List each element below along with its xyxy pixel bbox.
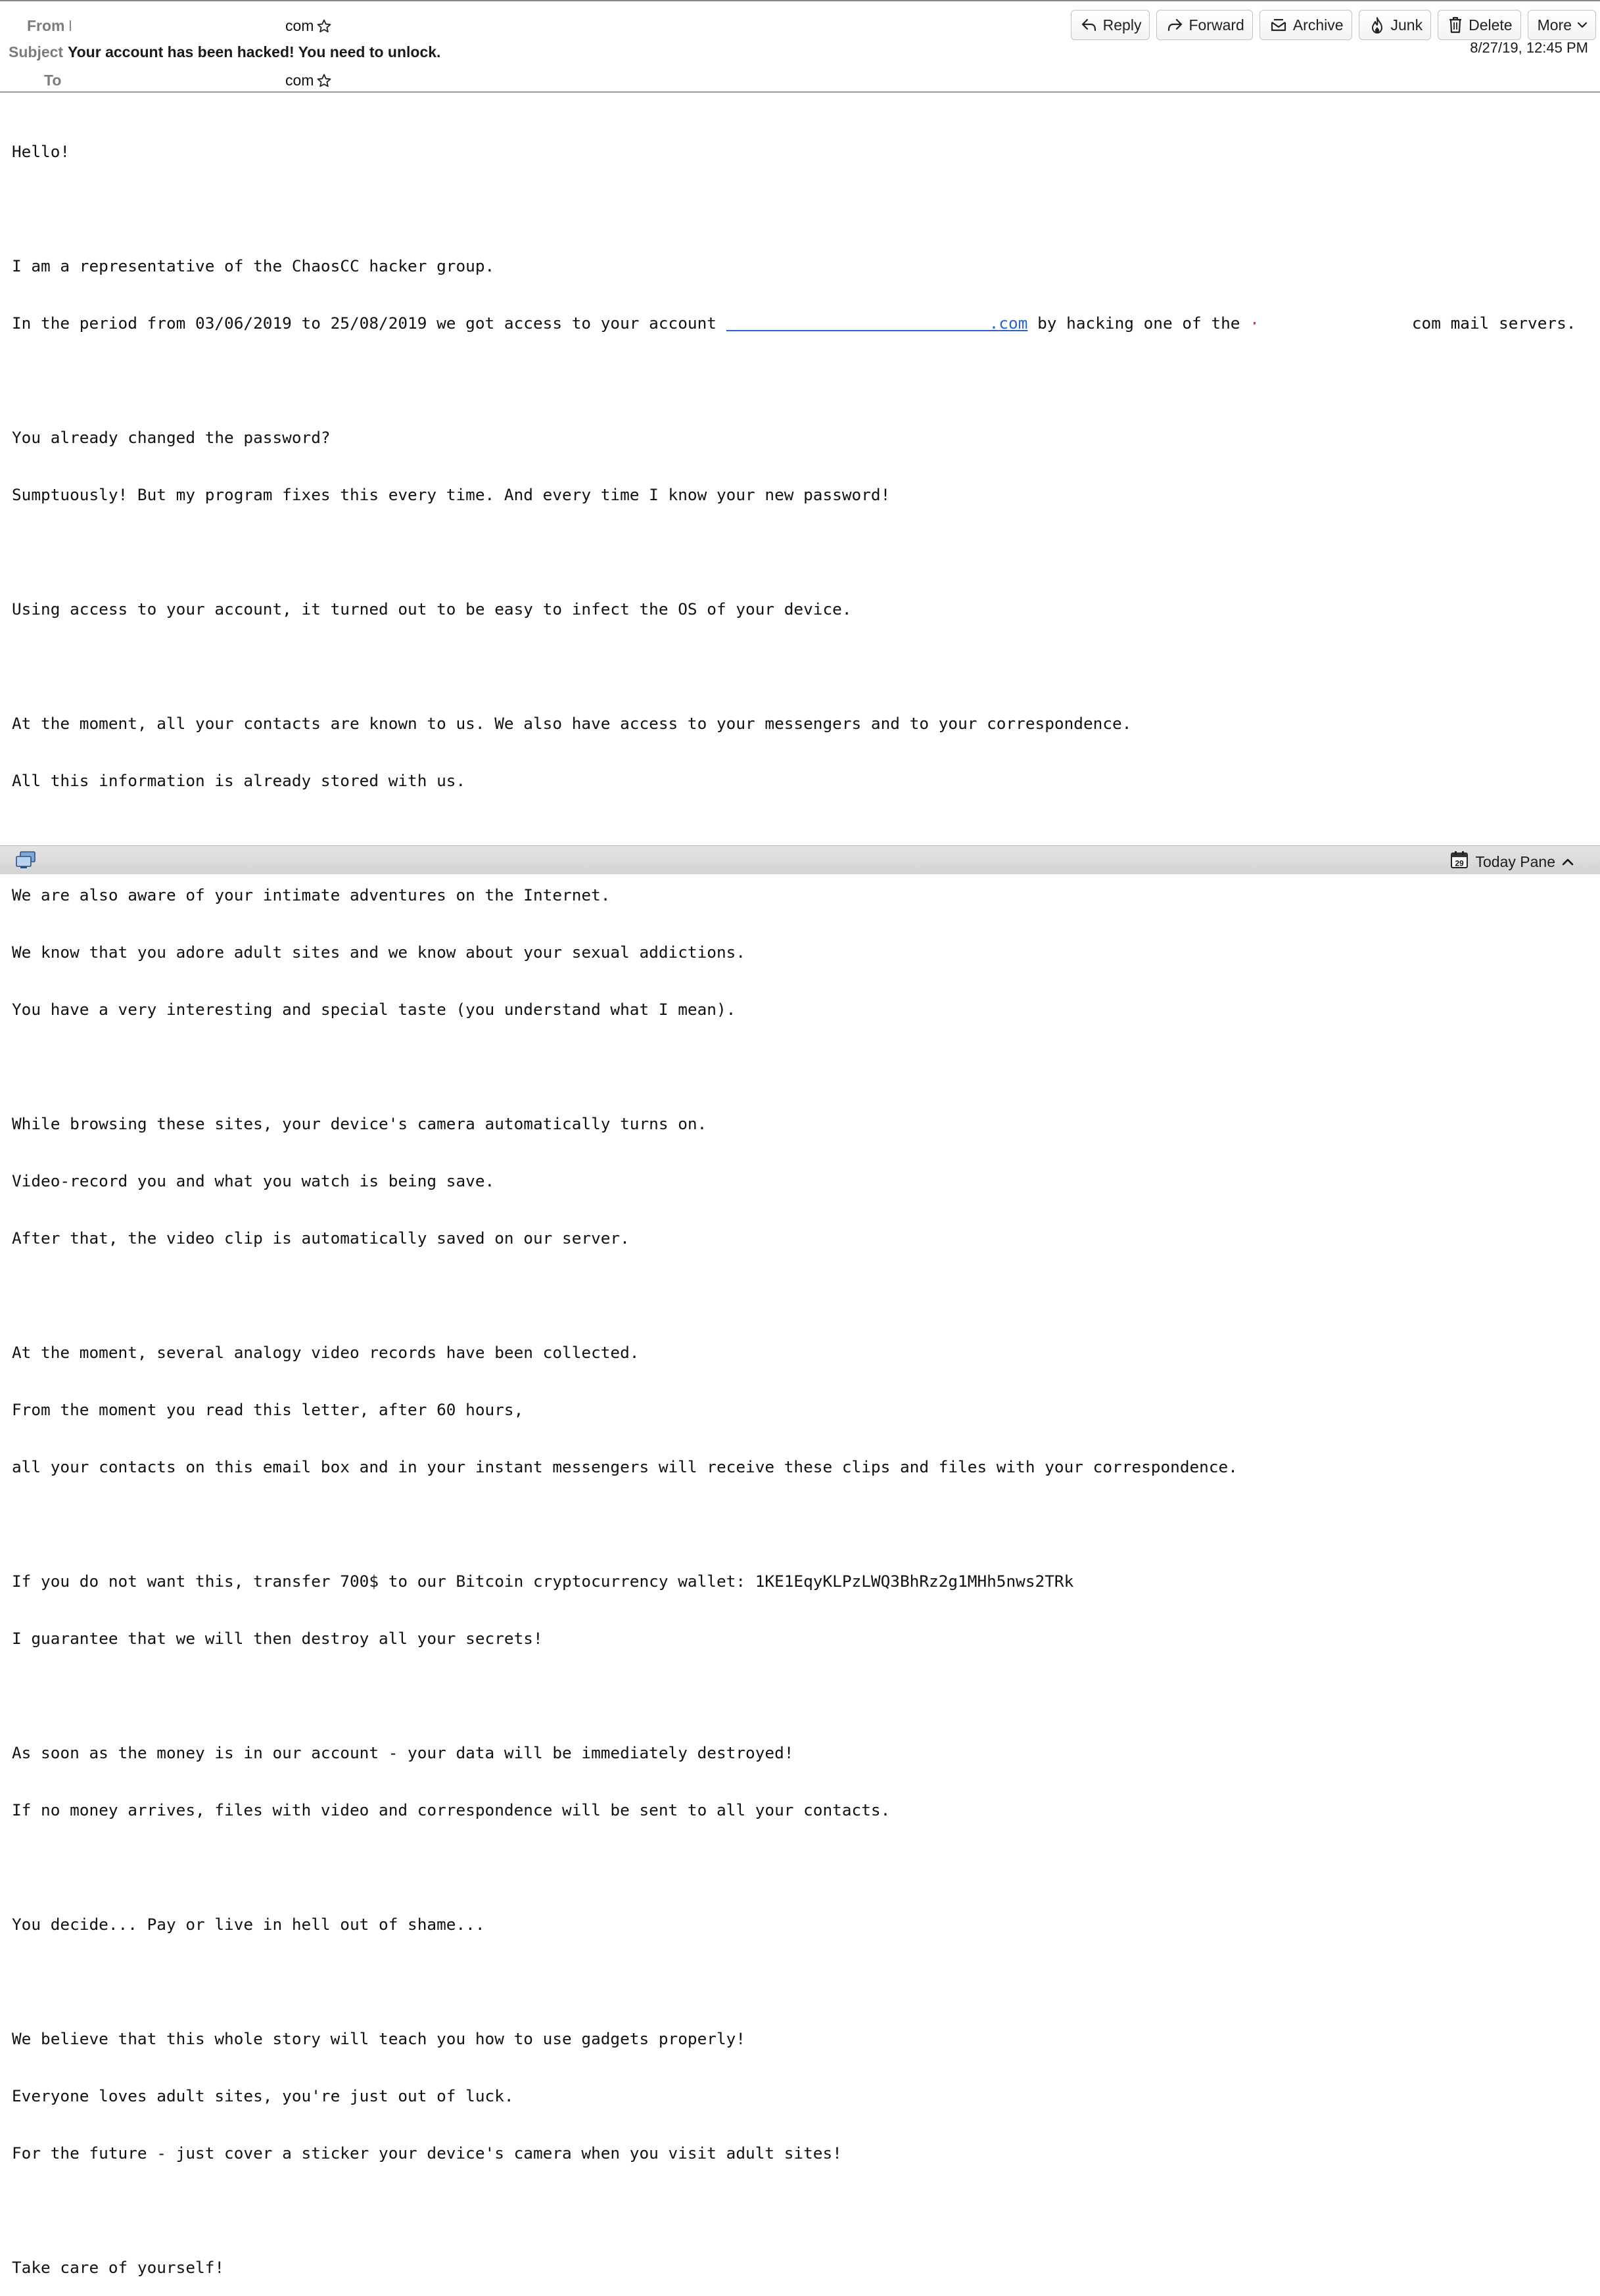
delete-button[interactable]: [1438, 10, 1520, 40]
reply-icon: [1081, 16, 1098, 34]
body-line: [12, 314, 1589, 333]
message-toolbar: [1071, 10, 1596, 40]
archive-button[interactable]: [1259, 10, 1352, 40]
body-line: As soon as the money is in our account - your data will be immediately destroyed!: [12, 1743, 794, 1762]
body-blank: [12, 371, 1589, 390]
today-pane-label: Today Pane: [1475, 853, 1555, 870]
status-bar: [0, 845, 1600, 874]
from-address-text: com: [285, 17, 314, 34]
body-line: You already changed the password?: [12, 428, 331, 447]
body-blank: [12, 657, 1589, 676]
calendar-day-text: 29: [1454, 858, 1464, 868]
body-line: If no money arrives, files with video and correspondence will be sent to all your contacts.: [12, 1800, 891, 1819]
body-line-text: by hacking one of the: [1027, 314, 1250, 333]
body-line-text: In the period from 03/06/2019 to 25/08/2019 we got access to your account: [12, 314, 726, 333]
body-line: You decide... Pay or live in hell out of shame...: [12, 1915, 485, 1934]
junk-flame-icon: [1369, 16, 1386, 34]
body-blank: [12, 1286, 1589, 1305]
forward-icon: [1166, 16, 1183, 34]
body-line-text: com mail servers.: [1411, 314, 1576, 333]
body-line: At the moment, all your contacts are known to us. We also have access to your messengers and to your correspondence.: [12, 714, 1132, 733]
body-line: Hello!: [12, 142, 70, 161]
from-redaction-mark: [70, 20, 71, 31]
body-line: Everyone loves adult sites, you're just out of luck.: [12, 2086, 514, 2105]
delete-label: Delete: [1469, 16, 1513, 34]
trash-icon: [1447, 16, 1463, 34]
archive-label: Archive: [1292, 16, 1344, 34]
body-line: We are also aware of your intimate adventures on the Internet.: [12, 885, 611, 904]
junk-button[interactable]: [1359, 10, 1432, 40]
body-line: While browsing these sites, your device's camera automatically turns on.: [12, 1114, 707, 1133]
chevron-up-icon: [1562, 858, 1574, 866]
body-line: Take care of yourself!: [12, 2258, 225, 2277]
account-link-tail[interactable]: .com: [989, 314, 1028, 333]
body-line: We believe that this whole story will teach you how to use gadgets properly!: [12, 2029, 746, 2048]
from-label: From: [27, 17, 65, 34]
subject-value: Your account has been hacked! You need to unlock.: [68, 43, 441, 60]
from-address[interactable]: [285, 17, 332, 35]
body-blank: [12, 828, 1589, 847]
body-blank: [12, 199, 1589, 218]
redaction-mark: ·: [1250, 314, 1259, 333]
body-line: From the moment you read this letter, after 60 hours,: [12, 1400, 524, 1419]
body-line: For the future - just cover a sticker your device's camera when you visit adult sites!: [12, 2144, 842, 2163]
body-blank: [12, 542, 1589, 561]
more-label: More: [1537, 16, 1572, 34]
junk-label: Junk: [1390, 16, 1423, 34]
body-line: Sumptuously! But my program fixes this every time. And every time I know your new password!: [12, 485, 891, 504]
to-address[interactable]: [285, 72, 332, 89]
to-label: To: [44, 72, 62, 89]
redacted-account-link[interactable]: [726, 318, 989, 331]
body-blank: [12, 1514, 1589, 1534]
body-line: If you do not want this, transfer 700$ to our Bitcoin cryptocurrency wallet: 1KE1EqyKLPzLWQ3BhRz2g1MHh5nws2TRk: [12, 1572, 1074, 1591]
body-blank: [12, 1858, 1589, 1877]
body-line: I am a representative of the ChaosCC hacker group.: [12, 256, 495, 275]
body-blank: [12, 1972, 1589, 1991]
calendar-icon: [1449, 850, 1469, 874]
today-pane-toggle[interactable]: [1449, 850, 1574, 874]
reply-label: Reply: [1102, 16, 1142, 34]
message-date: 8/27/19, 12:45 PM: [1470, 39, 1588, 56]
body-line: Using access to your account, it turned out to be easy to infect the OS of your device.: [12, 599, 852, 619]
body-line: After that, the video clip is automatically saved on our server.: [12, 1229, 630, 1248]
forward-button[interactable]: [1156, 10, 1252, 40]
more-button[interactable]: [1528, 10, 1596, 40]
body-blank: [12, 1686, 1589, 1705]
to-address-text: com: [285, 72, 314, 89]
body-line: At the moment, several analogy video records have been collected.: [12, 1343, 640, 1362]
body-blank: [12, 2201, 1589, 2220]
message-header: [0, 0, 1600, 93]
body-line: I guarantee that we will then destroy all your secrets!: [12, 1629, 543, 1648]
chevron-down-icon: [1577, 21, 1588, 29]
forward-label: Forward: [1188, 16, 1244, 34]
network-status-icon[interactable]: [14, 851, 37, 874]
archive-icon: [1269, 16, 1288, 34]
body-blank: [12, 1057, 1589, 1076]
body-line: All this information is already stored with us.: [12, 771, 466, 790]
body-line: You have a very interesting and special taste (you understand what I mean).: [12, 1000, 736, 1019]
body-line: Video-record you and what you watch is being save.: [12, 1171, 495, 1190]
subject-label: Subject: [9, 43, 64, 60]
star-icon[interactable]: [316, 73, 332, 89]
body-line: all your contacts on this email box and in your instant messengers will receive these clips and files with your correspondence.: [12, 1457, 1238, 1476]
reply-button[interactable]: [1071, 10, 1150, 40]
body-line: We know that you adore adult sites and we know about your sexual addictions.: [12, 943, 746, 962]
star-icon[interactable]: [316, 18, 332, 34]
